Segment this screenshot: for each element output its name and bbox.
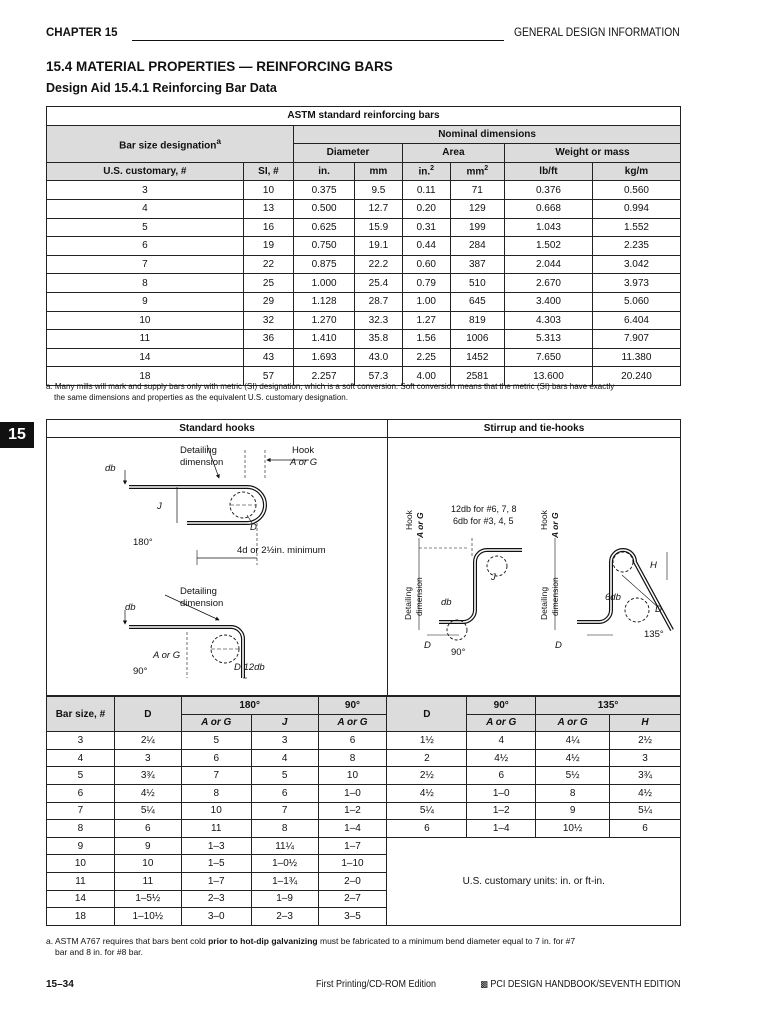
table-cell: 0.375 xyxy=(294,181,355,200)
label-h: H xyxy=(650,560,657,571)
table-cell: 10 xyxy=(47,311,244,330)
table-cell: 8 xyxy=(47,820,115,838)
label-a-or-g-1: A or G xyxy=(290,457,318,468)
label-a-or-g-s2: A or G xyxy=(550,512,560,538)
table-cell: 57.3 xyxy=(355,367,403,386)
table-cell: 510 xyxy=(450,274,504,293)
label-90-a: 90° xyxy=(133,666,148,677)
table-cell: 3 xyxy=(114,749,181,767)
page-number: 15–34 xyxy=(46,979,74,990)
chapter-tab: 15 xyxy=(0,422,34,448)
table-cell: 8 xyxy=(251,820,318,838)
label-dimension-1: dimension xyxy=(180,457,224,468)
table-cell: 7 xyxy=(47,802,115,820)
table-cell: 1–7 xyxy=(181,872,251,890)
table-cell: 1–0 xyxy=(467,784,536,802)
table-cell: 3¾ xyxy=(114,767,181,785)
sub-j: J xyxy=(251,714,318,732)
table-cell: 6 xyxy=(47,237,244,256)
table-cell: 6 xyxy=(387,820,467,838)
table-cell: 43 xyxy=(243,348,293,367)
col-d-2: D xyxy=(387,697,467,732)
table-cell: 7.907 xyxy=(592,330,680,349)
table-cell: 4.00 xyxy=(402,367,450,386)
table-cell: 3 xyxy=(610,749,681,767)
table-cell: 2.25 xyxy=(402,348,450,367)
pci-logo-icon: ▩ xyxy=(479,979,488,989)
table-cell: 5¼ xyxy=(387,802,467,820)
table-cell: 1.27 xyxy=(402,311,450,330)
table-row xyxy=(47,767,681,785)
table-cell: 3 xyxy=(251,732,318,750)
design-aid-title: Design Aid 15.4.1 Reinforcing Bar Data xyxy=(46,81,277,95)
table-cell: 6 xyxy=(610,820,681,838)
sub-a-or-g-3: A or G xyxy=(467,714,536,732)
table-cell: 0.994 xyxy=(592,199,680,218)
table-cell: 0.376 xyxy=(504,181,592,200)
table-cell: 5 xyxy=(181,732,251,750)
table-cell: 14 xyxy=(47,890,115,908)
table1-column-headers xyxy=(47,162,681,181)
label-detailing-2: Detailing xyxy=(180,586,217,597)
hook-dimensions-table xyxy=(46,696,681,926)
table-cell: 2 xyxy=(387,749,467,767)
table-cell: 2–3 xyxy=(181,890,251,908)
table-row xyxy=(47,255,681,274)
table-cell: 0.500 xyxy=(294,199,355,218)
table-cell: 22 xyxy=(243,255,293,274)
table-cell: 3–0 xyxy=(181,908,251,926)
table-cell: 1.00 xyxy=(402,292,450,311)
table-cell: 19 xyxy=(243,237,293,256)
group-area: Area xyxy=(402,144,504,163)
col-d-1: D xyxy=(114,697,181,732)
table-cell: 819 xyxy=(450,311,504,330)
page-header xyxy=(46,24,680,42)
table-cell: 8 xyxy=(536,784,610,802)
table-cell: 9 xyxy=(47,837,115,855)
table-cell: 1–2 xyxy=(318,802,387,820)
table-row xyxy=(47,199,681,218)
table-cell: 1–10½ xyxy=(114,908,181,926)
label-a-or-g-s1: A or G xyxy=(415,512,425,538)
table-cell: 1.000 xyxy=(294,274,355,293)
table-cell: 4 xyxy=(251,749,318,767)
label-12db: 12db for #6, 7, 8 xyxy=(451,504,517,514)
table-cell: 1.56 xyxy=(402,330,450,349)
label-6db: 6db for #3, 4, 5 xyxy=(453,516,514,526)
table-cell: 0.668 xyxy=(504,199,592,218)
header-rule xyxy=(132,40,504,41)
table-cell: 25.4 xyxy=(355,274,403,293)
label-db-2: db xyxy=(125,602,136,613)
table-cell: 32 xyxy=(243,311,293,330)
table-cell: 5½ xyxy=(536,767,610,785)
table-cell: 71 xyxy=(450,181,504,200)
table-cell: 4½ xyxy=(610,784,681,802)
label-db-1: db xyxy=(105,463,116,474)
table-cell: 1–9 xyxy=(251,890,318,908)
table-cell: 11 xyxy=(114,872,181,890)
table-cell: 1–10 xyxy=(318,855,387,873)
table-cell: 4¼ xyxy=(536,732,610,750)
table-cell: 129 xyxy=(450,199,504,218)
table-row xyxy=(47,181,681,200)
table-cell: 36 xyxy=(243,330,293,349)
table-row xyxy=(47,218,681,237)
label-d-s1: D xyxy=(424,640,431,651)
table-cell: 2.257 xyxy=(294,367,355,386)
table-cell: 10½ xyxy=(536,820,610,838)
table-row xyxy=(47,274,681,293)
table-cell: 6 xyxy=(251,784,318,802)
label-d-s2: D xyxy=(655,604,662,615)
label-a-or-g-2: A or G xyxy=(153,650,181,661)
table-cell: 3.973 xyxy=(592,274,680,293)
page-footer xyxy=(46,979,680,993)
table-cell: 3 xyxy=(47,181,244,200)
table-cell: 645 xyxy=(450,292,504,311)
table-cell: 7 xyxy=(47,255,244,274)
table-row xyxy=(47,784,681,802)
table-row xyxy=(47,732,681,750)
table-cell: 1–5½ xyxy=(114,890,181,908)
label-detailing-1: Detailing xyxy=(180,445,217,456)
table-cell: 2.044 xyxy=(504,255,592,274)
table-cell: 5.313 xyxy=(504,330,592,349)
table-cell: 43.0 xyxy=(355,348,403,367)
table-cell: 11.380 xyxy=(592,348,680,367)
sub-a-or-g-2: A or G xyxy=(318,714,387,732)
table-cell: 1–4 xyxy=(467,820,536,838)
col-bar-size: Bar size, # xyxy=(47,697,115,732)
table-cell: 14 xyxy=(47,348,244,367)
edition-label: First Printing/CD-ROM Edition xyxy=(316,979,437,990)
units-note: U.S. customary units: in. or ft-in. xyxy=(387,837,681,925)
table-cell: 1006 xyxy=(450,330,504,349)
table-cell: 387 xyxy=(450,255,504,274)
table-cell: 0.20 xyxy=(402,199,450,218)
hook-diagrams xyxy=(46,419,681,696)
table-cell: 1.043 xyxy=(504,218,592,237)
table-cell: 2581 xyxy=(450,367,504,386)
table-cell: 0.750 xyxy=(294,237,355,256)
label-hook-s1: Hook xyxy=(404,510,414,530)
table-cell: 4 xyxy=(467,732,536,750)
label-j-1: J xyxy=(157,501,162,512)
table-cell: 1½ xyxy=(387,732,467,750)
table-cell: 8 xyxy=(47,274,244,293)
label-dimension-s1: dimension xyxy=(414,577,424,616)
table-cell: 11 xyxy=(47,872,115,890)
table1-col-6: lb/ft xyxy=(504,162,592,181)
table-cell: 7.650 xyxy=(504,348,592,367)
table-row xyxy=(47,802,681,820)
table-cell: 5 xyxy=(47,218,244,237)
table-cell: 6 xyxy=(318,732,387,750)
table1-col-1: SI, # xyxy=(243,162,293,181)
table-cell: 1.693 xyxy=(294,348,355,367)
table-cell: 6 xyxy=(114,820,181,838)
table-cell: 1452 xyxy=(450,348,504,367)
sub-a-or-g-1: A or G xyxy=(181,714,251,732)
col-135: 135° xyxy=(536,697,681,715)
table1-body xyxy=(47,181,681,386)
table-row xyxy=(47,837,681,855)
table-cell: 2½ xyxy=(610,732,681,750)
table-cell: 19.1 xyxy=(355,237,403,256)
table-cell: 8 xyxy=(181,784,251,802)
label-j-s: J xyxy=(491,572,496,583)
table-cell: 18 xyxy=(47,908,115,926)
table-cell: 1–0½ xyxy=(251,855,318,873)
table-cell: 13.600 xyxy=(504,367,592,386)
table-cell: 0.875 xyxy=(294,255,355,274)
hook-drawings xyxy=(47,420,680,695)
table-cell: 5¼ xyxy=(610,802,681,820)
table-cell: 20.240 xyxy=(592,367,680,386)
bar-size-header: Bar size designation$^a$ xyxy=(47,125,294,162)
table-cell: 0.60 xyxy=(402,255,450,274)
table-cell: 28.7 xyxy=(355,292,403,311)
table-cell: 4½ xyxy=(114,784,181,802)
table-cell: 10 xyxy=(318,767,387,785)
table-row xyxy=(47,348,681,367)
table-cell: 4 xyxy=(47,199,244,218)
label-dimension-s2: dimension xyxy=(550,577,560,616)
table-cell: 4½ xyxy=(387,784,467,802)
table-cell: 2–7 xyxy=(318,890,387,908)
table-cell: 9 xyxy=(47,292,244,311)
table-row xyxy=(47,237,681,256)
table-cell: 0.11 xyxy=(402,181,450,200)
table-cell: 6 xyxy=(181,749,251,767)
table-row xyxy=(47,311,681,330)
table-cell: 10 xyxy=(181,802,251,820)
sub-a-or-g-4: A or G xyxy=(536,714,610,732)
table-cell: 0.44 xyxy=(402,237,450,256)
table-cell: 1–5 xyxy=(181,855,251,873)
table1-col-5: $mm^2$ xyxy=(450,162,504,181)
stirrup-hooks-title: Stirrup and tie-hooks xyxy=(387,420,681,438)
table-cell: 2–0 xyxy=(318,872,387,890)
table-cell: 3.400 xyxy=(504,292,592,311)
table-cell: 0.625 xyxy=(294,218,355,237)
table-cell: 1.270 xyxy=(294,311,355,330)
table-cell: 22.2 xyxy=(355,255,403,274)
table-cell: 4½ xyxy=(536,749,610,767)
label-dimension-2: dimension xyxy=(180,598,224,609)
table-cell: 2–3 xyxy=(251,908,318,926)
table-cell: 12.7 xyxy=(355,199,403,218)
table-cell: 1.128 xyxy=(294,292,355,311)
table2-body xyxy=(47,732,681,926)
table-cell: 284 xyxy=(450,237,504,256)
handbook-label: ▩ PCI DESIGN HANDBOOK/SEVENTH EDITION xyxy=(479,979,680,990)
table1-col-0: U.S. customary, # xyxy=(47,162,244,181)
table-cell: 2¼ xyxy=(114,732,181,750)
table-cell: 0.79 xyxy=(402,274,450,293)
stirrup-90-drawing xyxy=(419,538,522,640)
table-cell: 3 xyxy=(47,732,115,750)
label-90-s: 90° xyxy=(451,647,466,658)
table-cell: 199 xyxy=(450,218,504,237)
table-cell: 9 xyxy=(114,837,181,855)
table-cell: 10 xyxy=(243,181,293,200)
group-diameter: Diameter xyxy=(294,144,403,163)
label-hook: Hook xyxy=(292,445,315,456)
label-6db-s: 6db xyxy=(605,592,621,603)
label-d-s3: D xyxy=(555,640,562,651)
label-d12db: D 12db xyxy=(234,662,265,673)
table-cell: 9.5 xyxy=(355,181,403,200)
table-cell: 5 xyxy=(251,767,318,785)
table-cell: 1.502 xyxy=(504,237,592,256)
table-cell: 6 xyxy=(467,767,536,785)
col-90-b: 90° xyxy=(467,697,536,715)
label-min: 4d or 2½in. minimum xyxy=(237,545,326,556)
table-cell: 3¾ xyxy=(610,767,681,785)
table-cell: 18 xyxy=(47,367,244,386)
stirrup-135-drawing xyxy=(555,538,672,635)
table-cell: 8 xyxy=(318,749,387,767)
table-cell: 1.552 xyxy=(592,218,680,237)
table-cell: 13 xyxy=(243,199,293,218)
col-180: 180° xyxy=(181,697,318,715)
table-cell: 1–3 xyxy=(181,837,251,855)
label-hook-s2: Hook xyxy=(539,510,549,530)
table1-col-4: in.$^2$ xyxy=(402,162,450,181)
table-cell: 11 xyxy=(47,330,244,349)
table-cell: 15.9 xyxy=(355,218,403,237)
table-cell: 16 xyxy=(243,218,293,237)
table-cell: 1.410 xyxy=(294,330,355,349)
table-row xyxy=(47,749,681,767)
table-cell: 32.3 xyxy=(355,311,403,330)
table-cell: 6.404 xyxy=(592,311,680,330)
table-cell: 9 xyxy=(536,802,610,820)
table-row xyxy=(47,820,681,838)
table-cell: 3.042 xyxy=(592,255,680,274)
table1-title: ASTM standard reinforcing bars xyxy=(47,107,681,126)
chapter-label: CHAPTER 15 xyxy=(46,27,118,39)
nominal-header: Nominal dimensions xyxy=(294,125,681,144)
label-detailing-s1: Detailing xyxy=(403,586,413,620)
table-cell: 3–5 xyxy=(318,908,387,926)
table-cell: 5 xyxy=(47,767,115,785)
table-cell: 5.060 xyxy=(592,292,680,311)
table-cell: 1–7 xyxy=(318,837,387,855)
table-cell: 0.560 xyxy=(592,181,680,200)
table-cell: 11¼ xyxy=(251,837,318,855)
table-cell: 1–4 xyxy=(318,820,387,838)
table-cell: 7 xyxy=(181,767,251,785)
table-cell: 0.31 xyxy=(402,218,450,237)
table-cell: 4.303 xyxy=(504,311,592,330)
table-cell: 25 xyxy=(243,274,293,293)
table1-col-3: mm xyxy=(355,162,403,181)
table-cell: 29 xyxy=(243,292,293,311)
label-db-s: db xyxy=(441,597,452,608)
table-cell: 11 xyxy=(181,820,251,838)
footnote-galvanizing: a. ASTM A767 requires that bars bent cold prior to hot-dip galvanizing must be fabricated to a minimum bend diameter equal to 7 in. for #7 bar and 8 in. for #8 bar. xyxy=(46,936,576,957)
label-d-1: D xyxy=(250,522,257,533)
table-cell: 7 xyxy=(251,802,318,820)
footnote-si: a. Many mills will mark and supply bars only with metric (SI) designation, which is a soft conversion. Soft conversion means that the metric (SI) bars have exactly the same dimensions and properties as the equivalent U.S. customary designation. xyxy=(46,382,615,402)
rebar-data-table xyxy=(46,106,681,386)
table-cell: 10 xyxy=(47,855,115,873)
table-cell: 1–2 xyxy=(467,802,536,820)
table-cell: 2.670 xyxy=(504,274,592,293)
label-135: 135° xyxy=(644,629,664,640)
table-cell: 57 xyxy=(243,367,293,386)
table-cell: 10 xyxy=(114,855,181,873)
table-cell: 35.8 xyxy=(355,330,403,349)
label-detailing-s2: Detailing xyxy=(539,586,549,620)
table-cell: 4 xyxy=(47,749,115,767)
label-180: 180° xyxy=(133,537,153,548)
table-cell: 1–0 xyxy=(318,784,387,802)
section-title: 15.4 MATERIAL PROPERTIES — REINFORCING BARS xyxy=(46,59,393,74)
table-cell: 1–1¾ xyxy=(251,872,318,890)
section-label: GENERAL DESIGN INFORMATION xyxy=(514,25,680,39)
col-90-a: 90° xyxy=(318,697,387,715)
table-cell: 6 xyxy=(47,784,115,802)
table-row xyxy=(47,292,681,311)
table1-col-2: in. xyxy=(294,162,355,181)
table-cell: 2½ xyxy=(387,767,467,785)
table-cell: 4½ xyxy=(467,749,536,767)
table-cell: 5¼ xyxy=(114,802,181,820)
sub-h: H xyxy=(610,714,681,732)
standard-hooks-title: Standard hooks xyxy=(47,420,387,438)
table-row xyxy=(47,330,681,349)
table1-col-7: kg/m xyxy=(592,162,680,181)
table-cell: 2.235 xyxy=(592,237,680,256)
group-weight: Weight or mass xyxy=(504,144,680,163)
